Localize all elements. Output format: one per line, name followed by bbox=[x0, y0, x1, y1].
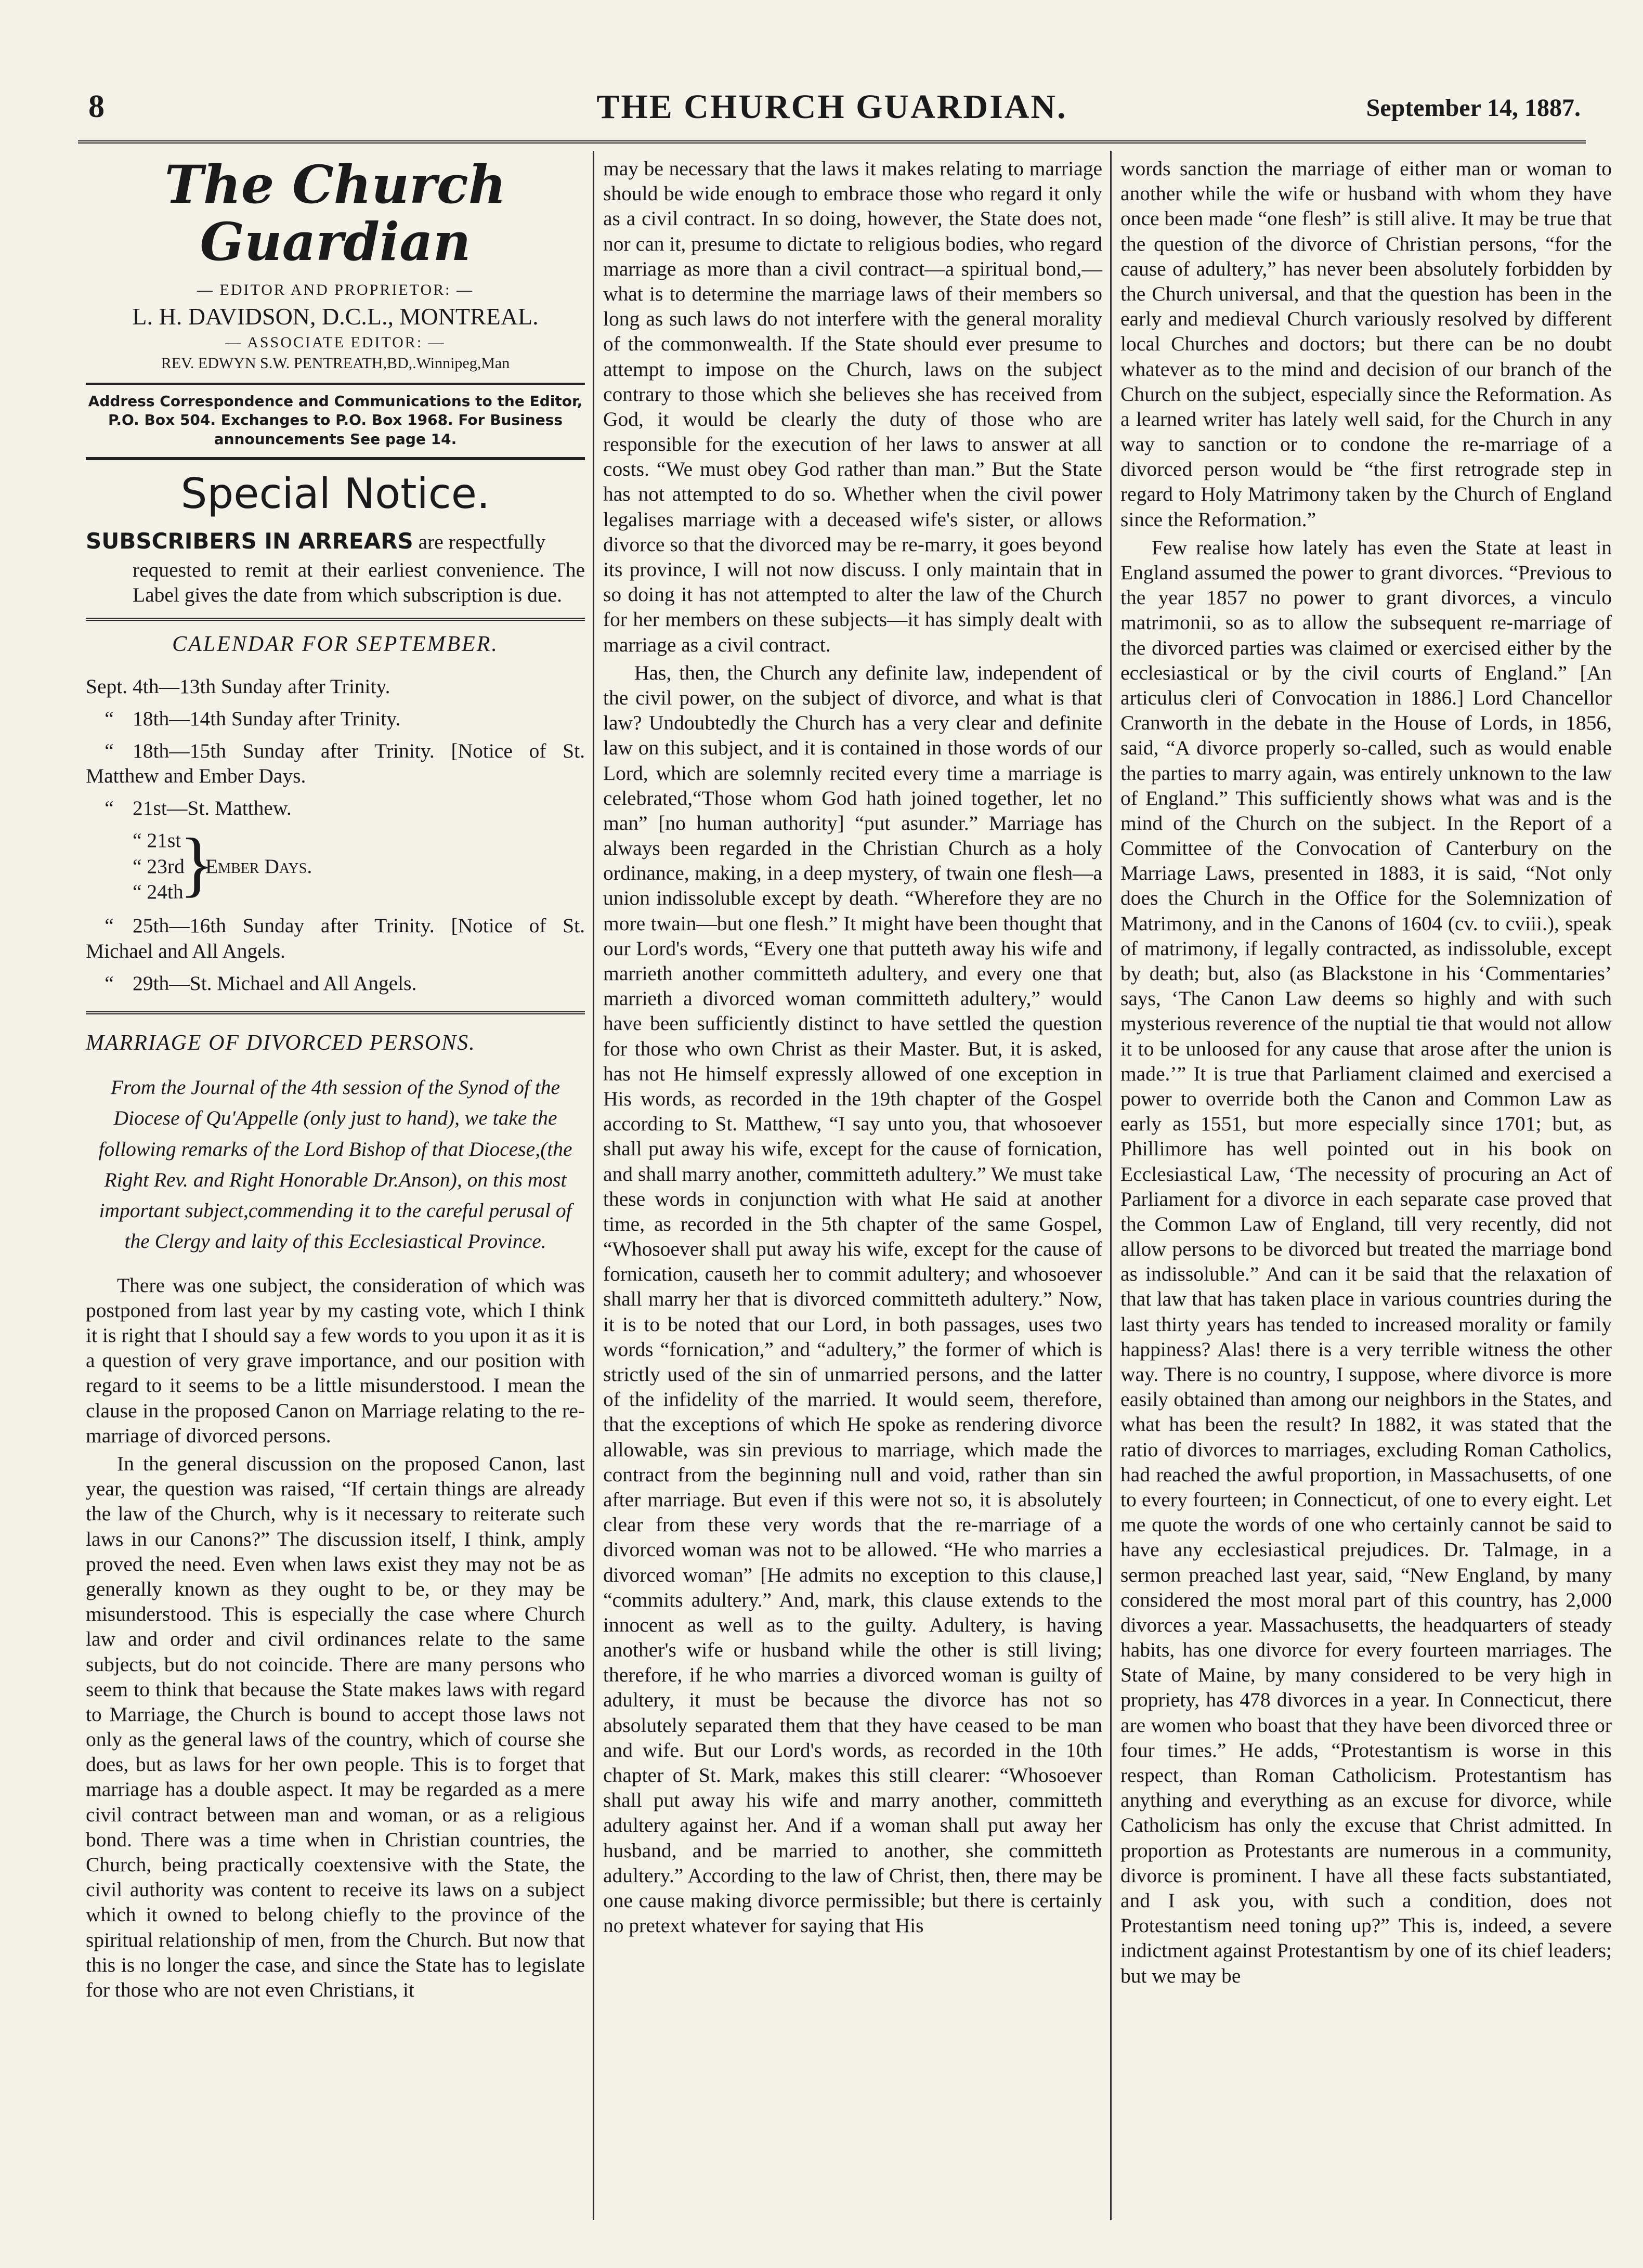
article-paragraph: There was one subject, the consideration of which was postponed from last year by my casting vote, which I think it is right that I should say a few words to you upon it as it is a question of very grave importance, and our position with regard to it seems to be a little misunderstood. I mean the clause in the proposed Canon on Marriage relating to the re-marriage of divorced persons. bbox=[86, 1273, 585, 1447]
calendar-entry: “ 18th—15th Sunday after Trinity. [Notice of St. Matthew and Ember Days. bbox=[86, 739, 585, 788]
calendar-heading: CALENDAR FOR SEPTEMBER. bbox=[172, 632, 499, 657]
special-notice-text: SUBSCRIBERS IN ARREARS are respectfully bbox=[86, 528, 546, 554]
ember-days-label: Ember Days. bbox=[205, 855, 312, 878]
brace-glyph: } bbox=[179, 824, 215, 905]
article-heading: MARRIAGE OF DIVORCED PERSONS. bbox=[86, 1011, 585, 1057]
special-notice-body: requested to remit at their earliest convenience. The Label gives the date from which subscription is due. bbox=[133, 558, 585, 607]
editor-label: — EDITOR AND PROPRIETOR: — bbox=[197, 281, 474, 298]
calendar-entry: “ 18th—14th Sunday after Trinity. bbox=[105, 707, 401, 730]
subscribers-in-arrears: SUBSCRIBERS IN ARREARS bbox=[86, 528, 413, 554]
column-2 bbox=[603, 156, 1102, 1941]
paper-title: THE CHURCH GUARDIAN. bbox=[596, 88, 1067, 126]
calendar-entry: “ 29th—St. Michael and All Angels. bbox=[105, 971, 417, 995]
ember-days-group: “ 21st “ 23rd “ 24th } Ember Days. bbox=[133, 824, 312, 905]
article-paragraph: may be necessary that the laws it makes relating to marriage should be wide enough to embrace those who regard it only as a civil contract. In so doing, however, the State does not, nor can it, presume to dictate to religious bodies, who regard marriage as more than a civil contract—a spiritual bond,—what is to determine the marriage laws of their members so long as such laws do not interfere with the general morality of the commonwealth. If the State should ever presume to attempt to impose on the Church, laws on the subject contrary to those which she believes she has received from God, it would be clearly the duty of those who are responsible for the execution of her laws to answer at all costs. “We must obey God rather than man.” But the State has not attempted to do so. Whether when the civil power legalises marriage with a deceased wife's sister, or allows divorce so that the divorced may be re-marry, it goes beyond its province, I will not now discuss. I only maintain that in so doing it has not attempted to alter the law of the Church for her members on these subjects—it has simply dealt with marriage as a civil contract. bbox=[603, 157, 1102, 656]
article-paragraph: Has, then, the Church any definite law, independent of the civil power, on the subject of divorce, and what is that law? Undoubtedly the Church has a very clear and definite law on this subject, and it is contained in those words of our Lord, which are solemnly recited every time a marriage is celebrated,“Those whom God hath joined together, let no man” [no human authority] “put asunder.” Marriage has always been regarded in the Christian Church as a holy ordinance, making, in a deep mystery, of twain one flesh—a union indissoluble except by death. “Wherefore they are no more twain—but one flesh.” It might have been thought that our Lord's words, “Every one that putteth away his wife and marrieth another committeth adultery, and every one that marrieth a divorced woman committeth adultery,” would have been sufficiently distinct to have settled the question for those who own Christ as their Master. But, it is asked, has not He himself expressly allowed of one exception in His words, as recorded in the 19th chapter of the Gospel according to St. Matthew, “I say unto you, that whosoever shall put away his wife, except for the cause of fornication, and shall marry another, committeth adultery.” We must take these words in conjunction with what He said at another time, as recorded in the 5th chapter of the same Gospel, “Whosoever shall put away his wife, except for the cause of fornication, causeth her to commit adultery; and whosoever shall marry her that is divorced committeth adultery.” Now, it is to be noted that our Lord, in both passages, uses two words “fornication,” and “adultery,” the former of which is strictly used of the sin of unmarried persons, and the latter of the infidelity of the married. It would seem, therefore, that the exceptions of which He spoke as rendering divorce allowable, was sin previous to marriage, which made the contract from the beginning null and void, rather than sin after marriage. But even if this were not so, it is absolutely clear from these very words that the re-marriage of a divorced woman was not to be allowed. “He who marries a divorced woman” [He admits no exception to this clause,] “commits adultery.” And, mark, this clause extends to the innocent as well as to the guilty. Adultery, is having another's wife or husband while the other is still living; therefore, if he who marries a divorced woman is guilty of adultery, it must be because the divorce has not so absolutely separated them that they have ceased to be man and wife. But our Lord's words, as recorded in the 10th chapter of St. Mark, makes this still clearer: “Whosoever shall put away his wife and marry another, committeth adultery against her. And if a woman shall put away her husband, and be married to another, she committeth adultery.” According to the law of Christ, then, there may be one cause making divorce permissible; but there is certainly no pretext whatever for saying that His bbox=[603, 661, 1102, 1937]
page-masthead bbox=[78, 83, 1586, 144]
article-paragraph: In the general discussion on the proposed Canon, last year, the question was raised, “If certain things are already the law of the Church, why is it necessary to reiterate such laws in our Canons?” The discussion itself, I think, amply proved the need. Even when laws exist they may not be as generally known as they ought to be, or they may be misunderstood. This is especially the case where Church law and order and civil ordinances relate to the same subjects, but do not coincide. There are many persons who seem to think that because the State makes laws with regard to Marriage, the Church is bound to accept those laws not only as the general laws of the country, which of course she does, but as laws for her own people. This is to forget that marriage has a double aspect. It may be regarded as a mere civil contract between man and woman, or as a religious bond. There was a time when in Christian countries, the Church, being practically coextensive with the State, the civil authority was content to receive its laws on a subject which it owned to belong chiefly to the province of the spiritual relationship of men, from the Church. But now that this is no longer the case, and since the State has to legislate for those who are not even Christians, it bbox=[86, 1452, 585, 2001]
calendar-entry: “ 25th—16th Sunday after Trinity. [Notice of St. Michael and All Angels. bbox=[86, 914, 585, 962]
associate-editor-label: — ASSOCIATE EDITOR: — bbox=[225, 333, 446, 351]
calendar-entry: “ 21st—St. Matthew. bbox=[105, 797, 292, 820]
divider bbox=[86, 457, 585, 460]
nameplate: The Church Guardian bbox=[164, 154, 506, 272]
issue-date: September 14, 1887. bbox=[1366, 94, 1581, 122]
divider bbox=[86, 618, 585, 621]
column-3 bbox=[1120, 156, 1612, 1991]
calendar-list bbox=[86, 674, 585, 996]
calendar-entry: Sept. 4th—13th Sunday after Trinity. bbox=[86, 674, 390, 698]
column-1 bbox=[86, 156, 585, 2005]
editor-name: L. H. DAVIDSON, D.C.L., MONTREAL. bbox=[132, 303, 539, 330]
article-intro: From the Journal of the 4th session of the Synod of the Diocese of Qu'Appelle (only just to hand), we take the following remarks of the Lord Bishop of that Diocese,(the Right Rev. and Right Honorable Dr.Anson), on this most important subject,commending it to the careful perusal of the Clergy and laity of this Ecclesiastical Province. bbox=[98, 1076, 572, 1253]
page-number: 8 bbox=[88, 89, 105, 124]
associate-editor-name: REV. EDWYN S.W. PENTREATH,BD,.Winnipeg,Man bbox=[161, 355, 510, 372]
column-divider bbox=[1110, 151, 1112, 2220]
address-notice: Address Correspondence and Communications to the Editor, P.O. Box 504. Exchanges to P.O. Box 1968. For Business announcements See page 14. bbox=[86, 383, 585, 449]
article-paragraph: Few realise how lately has even the State at least in England assumed the power to grant divorces. “Previous to the year 1857 no power to grant divorces, a vinculo matrimonii, so as to allow the subsequent re-marriage of the divorced parties was claimed or exercised either by the ecclesiastical or by the civil courts of England.” [An articulus cleri of Convocation in 1886.] Lord Chancellor Cranworth in the debate in the House of Lords, in 1856, said, “A divorce properly so-called, such as would enable the parties to marry again, was entirely unknown to the law of England.” This sufficiently shows what was and is the mind of the Church on the subject. In the Report of a Committee of the Convocation of Canterbury on the Marriage Laws, presented in 1883, it is said, “Not only does the Church in the Office for the Solemnization of Matrimony, and in the Canons of 1604 (cv. to cviii.), speak of matrimony, if legally contracted, as indissoluble, except by death; but, also (as Blackstone in his ‘Commentaries’ says, ‘The Canon Law deems so highly and with such mysterious reverence of the nuptial tie that would not allow it to be unloosed for any cause that arose after the union is made.’” It is true that Parliament claimed and exercised a power to override both the Canon and Common Law as early as 1551, but more especially since 1701; but, as Phillimore has well pointed out in his book on Ecclesiastical Law, ‘The necessity of procuring an Act of Parliament for a divorce in each separate case proved that the Common Law of England, till very recently, did not allow persons to be divorced but treated the marriage bond as indissoluble.” And can it be said that the relaxation of that law that has taken place in various countries during the last thirty years has tended to increased morality or family happiness? Alas! there is a very terrible witness the other way. There is no country, I suppose, where divorce is more easily obtained than among our neighbors in the States, and what has been the result? In 1882, it was stated that the ratio of divorces to marriages, excluding Roman Catholics, had reached the awful proportion, in Massachusetts, of one to every fourteen; in Connecticut, of one to every eight. Let me quote the words of one who certainly cannot be said to have any ecclesiastical prejudices. Dr. Talmage, in a sermon preached last year, said, “New England, by many considered the most moral part of this country, has 2,000 divorces a year. Massachusetts, the headquarters of steady habits, has one divorce for every fourteen marriages. The State of Maine, by many considered to be very high in propriety, has 478 divorces in a year. In Connecticut, there are women who boast that they have been divorced three or four times.” He adds, “Protestantism is worse in this respect, than Roman Catholicism. Protestantism has anything and everything as an excuse for divorce, while Catholicism has only the excuse that Christ admitted. In proportion as Protestants are numerous in a community, divorce is prominent. I have all these facts substantiated, and I ask you, with such a condition, does not Protestantism need toning up?” This is, indeed, a severe indictment against Protestantism by one of its chief leaders; but we may be bbox=[1120, 536, 1612, 1987]
special-notice-heading: Special Notice. bbox=[180, 470, 490, 518]
article-paragraph: words sanction the marriage of either man or woman to another while the wife or husband with whom they have once been made “one flesh” is still alive. It may be true that the question of the divorce of Christian persons, “for the cause of adultery,” has never been absolutely forbidden by the Church universal, and that the question has been in the early and medieval Church variously resolved by different local Churches and doctors; but there can be no doubt whatever as to the mind and decision of our branch of the Church on the subject, especially since the Reformation. As a learned writer has lately well said, for the Church in any way to sanction or to condone the re-marriage of a divorced person would be “the first retrograde step in regard to Holy Matrimony taken by the Church of England since the Reformation.” bbox=[1120, 157, 1612, 531]
column-divider bbox=[593, 151, 594, 2220]
